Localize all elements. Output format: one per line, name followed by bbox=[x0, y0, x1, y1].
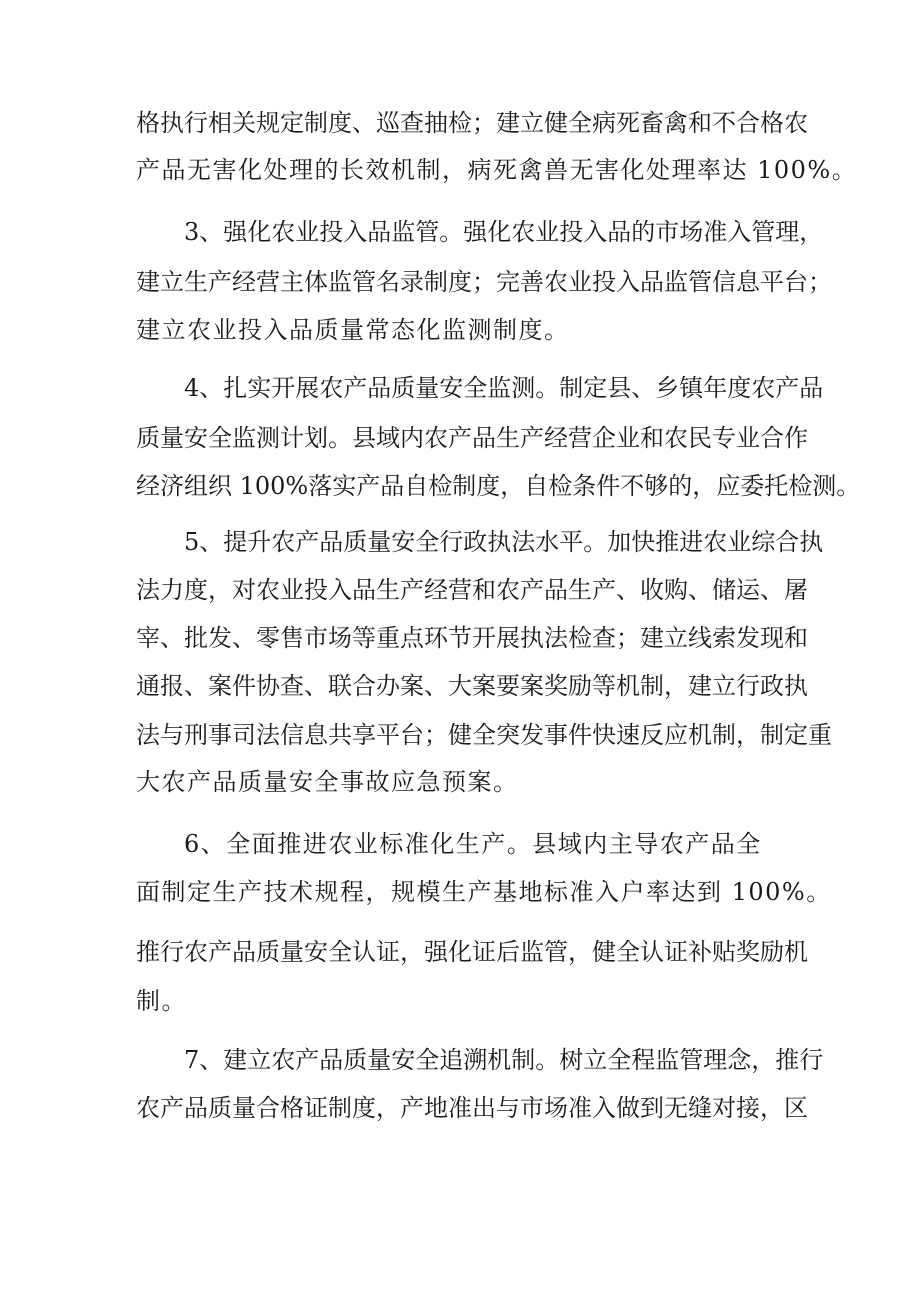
text-line: 3、强化农业投入品监管。强化农业投入品的市场准入管理， bbox=[184, 218, 824, 246]
text-line: 建立生产经营主体监管名录制度；完善农业投入品监管信息平台； bbox=[136, 268, 832, 296]
text-line: 质量安全监测计划。县域内农产品生产经营企业和农民专业合作 bbox=[136, 424, 808, 452]
text-line: 宰、批发、零售市场等重点环节开展执法检查；建立线索发现和 bbox=[136, 624, 808, 652]
text-line: 建立农业投入品质量常态化监测制度。 bbox=[136, 316, 570, 344]
text-line: 制。 bbox=[136, 987, 187, 1015]
text-line: 通报、案件协查、联合办案、大案要案奖励等机制，建立行政执 bbox=[136, 672, 808, 700]
text-line: 大农产品质量安全事故应急预案。 bbox=[136, 768, 519, 796]
text-line: 产品无害化处理的长效机制，病死禽兽无害化处理率达 100%。 bbox=[136, 156, 858, 184]
text-line: 推行农产品质量安全认证，强化证后监管，健全认证补贴奖励机 bbox=[136, 938, 808, 966]
text-line: 5、提升农产品质量安全行政执法水平。加快推进农业综合执 bbox=[184, 528, 824, 556]
text-line: 7、建立农产品质量安全追溯机制。树立全程监管理念，推行 bbox=[184, 1046, 824, 1074]
text-line: 4、扎实开展农产品质量安全监测。制定县、乡镇年度农产品 bbox=[184, 374, 824, 402]
text-line: 农产品质量合格证制度，产地准出与市场准入做到无缝对接，区 bbox=[136, 1094, 808, 1122]
text-line: 格执行相关规定制度、巡查抽检；建立健全病死畜禽和不合格农 bbox=[136, 109, 808, 137]
text-line: 面制定生产技术规程，规模生产基地标准入户率达到 100%。 bbox=[136, 878, 832, 906]
text-line: 6、全面推进农业标准化生产。县域内主导农产品全 bbox=[184, 830, 762, 858]
text-line: 法力度，对农业投入品生产经营和农产品生产、收购、储运、屠 bbox=[136, 576, 808, 604]
text-line: 法与刑事司法信息共享平台；健全突发事件快速反应机制，制定重 bbox=[136, 721, 832, 749]
text-line: 经济组织 100%落实产品自检制度，自检条件不够的，应委托检测。 bbox=[136, 472, 861, 500]
